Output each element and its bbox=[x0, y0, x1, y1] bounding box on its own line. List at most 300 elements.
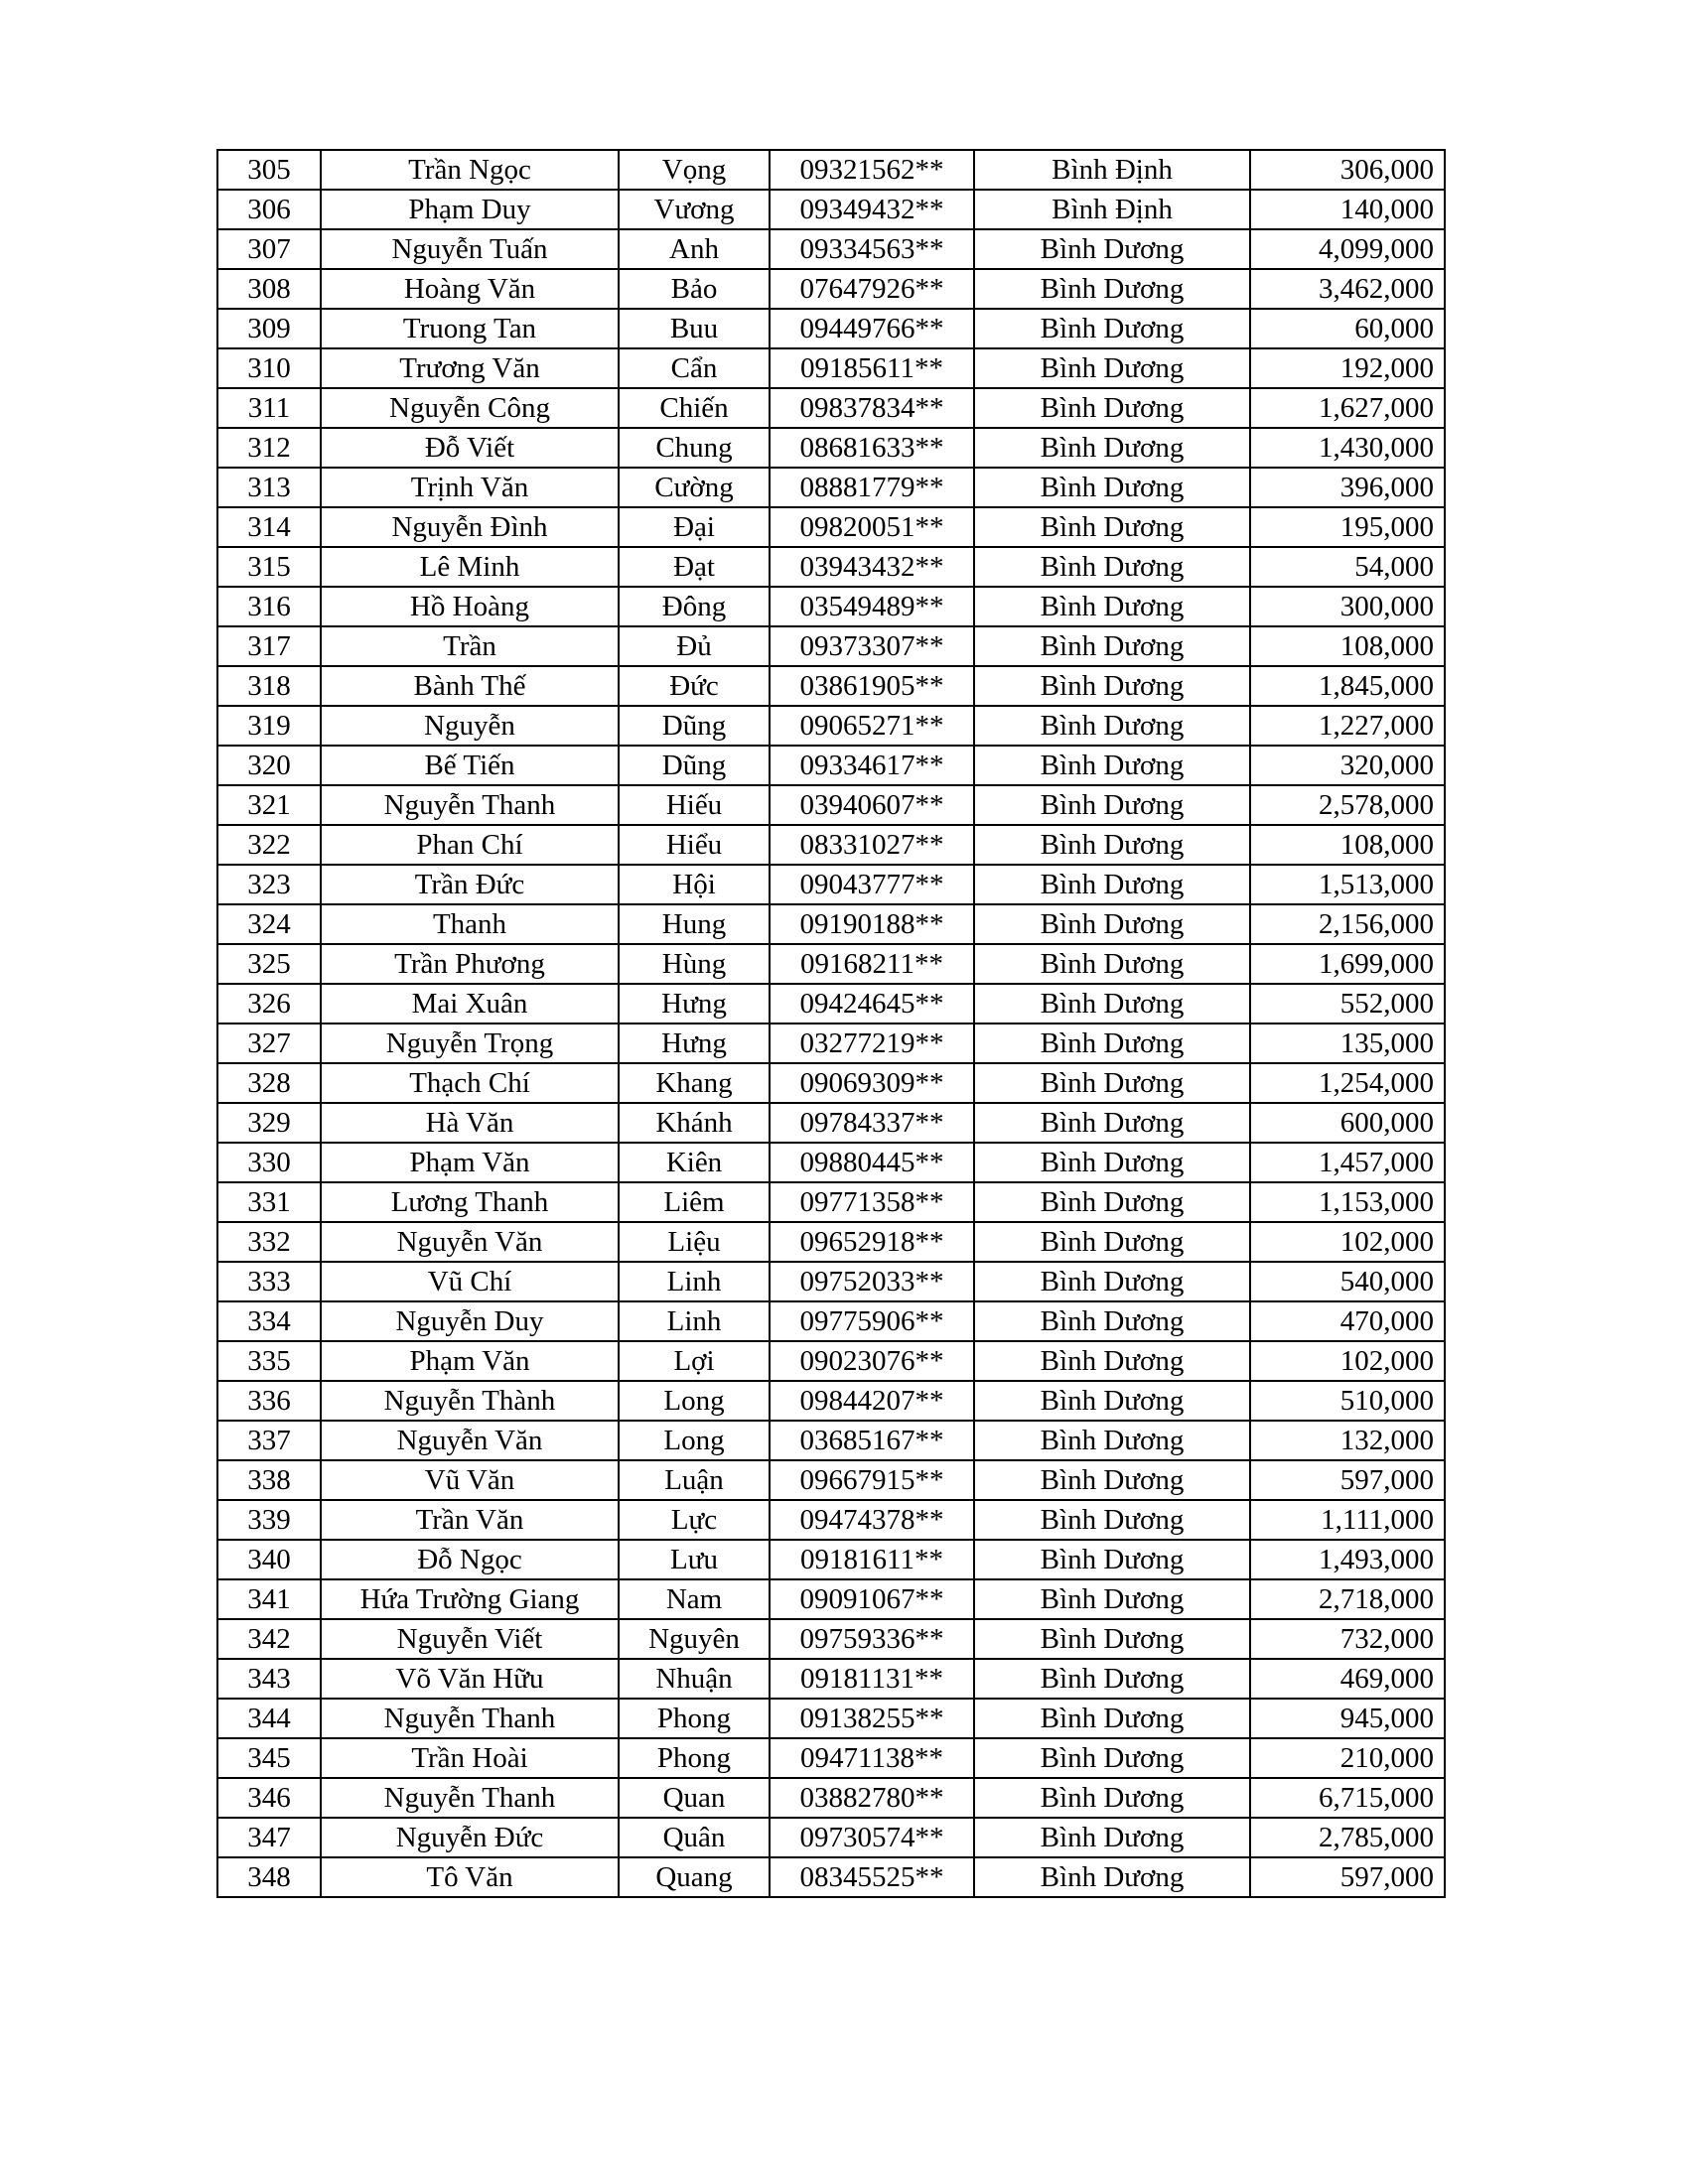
province-cell: Bình Dương bbox=[974, 468, 1250, 507]
province-cell: Bình Dương bbox=[974, 428, 1250, 468]
amount-cell: 135,000 bbox=[1250, 1024, 1445, 1063]
phone-cell: 08331027** bbox=[770, 825, 974, 865]
phone-cell: 08881779** bbox=[770, 468, 974, 507]
given-name-cell: Long bbox=[619, 1381, 770, 1421]
phone-cell: 09752033** bbox=[770, 1262, 974, 1301]
amount-cell: 192,000 bbox=[1250, 348, 1445, 388]
row-number-cell: 316 bbox=[217, 587, 321, 626]
surname-cell: Phạm Duy bbox=[321, 190, 619, 229]
province-cell: Bình Dương bbox=[974, 1381, 1250, 1421]
table-row bbox=[217, 1659, 1445, 1699]
given-name-cell: Nam bbox=[619, 1579, 770, 1619]
province-cell: Bình Dương bbox=[974, 1024, 1250, 1063]
amount-cell: 1,153,000 bbox=[1250, 1182, 1445, 1222]
surname-cell: Nguyễn Thanh bbox=[321, 1699, 619, 1738]
table-row bbox=[217, 1103, 1445, 1143]
row-number-cell: 308 bbox=[217, 269, 321, 309]
phone-cell: 09471138** bbox=[770, 1738, 974, 1778]
table-row bbox=[217, 269, 1445, 309]
province-cell: Bình Dương bbox=[974, 1659, 1250, 1699]
surname-cell: Nguyễn Công bbox=[321, 388, 619, 428]
amount-cell: 540,000 bbox=[1250, 1262, 1445, 1301]
province-cell: Bình Dương bbox=[974, 1738, 1250, 1778]
province-cell: Bình Định bbox=[974, 190, 1250, 229]
given-name-cell: Hiếu bbox=[619, 785, 770, 825]
row-number-cell: 307 bbox=[217, 229, 321, 269]
given-name-cell: Đông bbox=[619, 587, 770, 626]
surname-cell: Trương Văn bbox=[321, 348, 619, 388]
amount-cell: 2,156,000 bbox=[1250, 904, 1445, 944]
table-row bbox=[217, 547, 1445, 587]
table-row bbox=[217, 1341, 1445, 1381]
given-name-cell: Hiểu bbox=[619, 825, 770, 865]
table-row bbox=[217, 746, 1445, 785]
given-name-cell: Hưng bbox=[619, 1024, 770, 1063]
given-name-cell: Lưu bbox=[619, 1540, 770, 1579]
given-name-cell: Đạt bbox=[619, 547, 770, 587]
amount-cell: 1,627,000 bbox=[1250, 388, 1445, 428]
phone-cell: 09474378** bbox=[770, 1500, 974, 1540]
surname-cell: Lương Thanh bbox=[321, 1182, 619, 1222]
table-row bbox=[217, 904, 1445, 944]
phone-cell: 09667915** bbox=[770, 1460, 974, 1500]
row-number-cell: 347 bbox=[217, 1818, 321, 1857]
amount-cell: 597,000 bbox=[1250, 1857, 1445, 1897]
amount-cell: 300,000 bbox=[1250, 587, 1445, 626]
phone-cell: 08681633** bbox=[770, 428, 974, 468]
row-number-cell: 340 bbox=[217, 1540, 321, 1579]
amount-cell: 396,000 bbox=[1250, 468, 1445, 507]
phone-cell: 09373307** bbox=[770, 626, 974, 666]
province-cell: Bình Dương bbox=[974, 1222, 1250, 1262]
phone-cell: 09775906** bbox=[770, 1301, 974, 1341]
row-number-cell: 344 bbox=[217, 1699, 321, 1738]
province-cell: Bình Dương bbox=[974, 309, 1250, 348]
phone-cell: 09138255** bbox=[770, 1699, 974, 1738]
table-row bbox=[217, 1182, 1445, 1222]
surname-cell: Nguyễn Văn bbox=[321, 1222, 619, 1262]
table-row bbox=[217, 706, 1445, 746]
table-row bbox=[217, 1460, 1445, 1500]
phone-cell: 09424645** bbox=[770, 984, 974, 1024]
province-cell: Bình Dương bbox=[974, 348, 1250, 388]
surname-cell: Nguyễn Đình bbox=[321, 507, 619, 547]
province-cell: Bình Dương bbox=[974, 1262, 1250, 1301]
given-name-cell: Quang bbox=[619, 1857, 770, 1897]
amount-cell: 132,000 bbox=[1250, 1421, 1445, 1460]
given-name-cell: Lợi bbox=[619, 1341, 770, 1381]
province-cell: Bình Dương bbox=[974, 904, 1250, 944]
phone-cell: 09091067** bbox=[770, 1579, 974, 1619]
given-name-cell: Anh bbox=[619, 229, 770, 269]
province-cell: Bình Dương bbox=[974, 1063, 1250, 1103]
phone-cell: 03685167** bbox=[770, 1421, 974, 1460]
surname-cell: Phạm Văn bbox=[321, 1143, 619, 1182]
province-cell: Bình Dương bbox=[974, 1540, 1250, 1579]
surname-cell: Trần bbox=[321, 626, 619, 666]
given-name-cell: Dũng bbox=[619, 706, 770, 746]
row-number-cell: 313 bbox=[217, 468, 321, 507]
phone-cell: 09185611** bbox=[770, 348, 974, 388]
given-name-cell: Nhuận bbox=[619, 1659, 770, 1699]
row-number-cell: 337 bbox=[217, 1421, 321, 1460]
phone-cell: 09334563** bbox=[770, 229, 974, 269]
given-name-cell: Bảo bbox=[619, 269, 770, 309]
amount-cell: 510,000 bbox=[1250, 1381, 1445, 1421]
row-number-cell: 333 bbox=[217, 1262, 321, 1301]
given-name-cell: Phong bbox=[619, 1699, 770, 1738]
phone-cell: 09784337** bbox=[770, 1103, 974, 1143]
table-body bbox=[217, 150, 1445, 1897]
amount-cell: 2,785,000 bbox=[1250, 1818, 1445, 1857]
row-number-cell: 336 bbox=[217, 1381, 321, 1421]
given-name-cell: Đức bbox=[619, 666, 770, 706]
amount-cell: 2,578,000 bbox=[1250, 785, 1445, 825]
amount-cell: 102,000 bbox=[1250, 1341, 1445, 1381]
given-name-cell: Vương bbox=[619, 190, 770, 229]
given-name-cell: Hung bbox=[619, 904, 770, 944]
surname-cell: Phan Chí bbox=[321, 825, 619, 865]
table-row bbox=[217, 1738, 1445, 1778]
province-cell: Bình Dương bbox=[974, 1778, 1250, 1818]
given-name-cell: Lực bbox=[619, 1500, 770, 1540]
phone-cell: 09349432** bbox=[770, 190, 974, 229]
phone-cell: 03882780** bbox=[770, 1778, 974, 1818]
table-row bbox=[217, 1421, 1445, 1460]
amount-cell: 54,000 bbox=[1250, 547, 1445, 587]
table-row bbox=[217, 1500, 1445, 1540]
amount-cell: 470,000 bbox=[1250, 1301, 1445, 1341]
phone-cell: 09181611** bbox=[770, 1540, 974, 1579]
table-row bbox=[217, 150, 1445, 190]
phone-cell: 09181131** bbox=[770, 1659, 974, 1699]
row-number-cell: 342 bbox=[217, 1619, 321, 1659]
table-row bbox=[217, 785, 1445, 825]
recipient-table bbox=[216, 149, 1446, 1898]
amount-cell: 6,715,000 bbox=[1250, 1778, 1445, 1818]
row-number-cell: 331 bbox=[217, 1182, 321, 1222]
province-cell: Bình Dương bbox=[974, 785, 1250, 825]
table-row bbox=[217, 428, 1445, 468]
surname-cell: Bành Thế bbox=[321, 666, 619, 706]
surname-cell: Nguyễn Viết bbox=[321, 1619, 619, 1659]
given-name-cell: Cường bbox=[619, 468, 770, 507]
table-row bbox=[217, 666, 1445, 706]
amount-cell: 108,000 bbox=[1250, 626, 1445, 666]
phone-cell: 09023076** bbox=[770, 1341, 974, 1381]
row-number-cell: 306 bbox=[217, 190, 321, 229]
surname-cell: Trịnh Văn bbox=[321, 468, 619, 507]
row-number-cell: 315 bbox=[217, 547, 321, 587]
province-cell: Bình Dương bbox=[974, 1301, 1250, 1341]
table-row bbox=[217, 190, 1445, 229]
given-name-cell: Liêm bbox=[619, 1182, 770, 1222]
phone-cell: 09069309** bbox=[770, 1063, 974, 1103]
row-number-cell: 325 bbox=[217, 944, 321, 984]
surname-cell: Nguyễn Thanh bbox=[321, 785, 619, 825]
province-cell: Bình Dương bbox=[974, 666, 1250, 706]
province-cell: Bình Dương bbox=[974, 1182, 1250, 1222]
given-name-cell: Kiên bbox=[619, 1143, 770, 1182]
phone-cell: 09168211** bbox=[770, 944, 974, 984]
province-cell: Bình Dương bbox=[974, 1857, 1250, 1897]
phone-cell: 09065271** bbox=[770, 706, 974, 746]
province-cell: Bình Định bbox=[974, 150, 1250, 190]
row-number-cell: 330 bbox=[217, 1143, 321, 1182]
surname-cell: Lê Minh bbox=[321, 547, 619, 587]
given-name-cell: Chung bbox=[619, 428, 770, 468]
province-cell: Bình Dương bbox=[974, 865, 1250, 904]
phone-cell: 09730574** bbox=[770, 1818, 974, 1857]
table-row bbox=[217, 825, 1445, 865]
amount-cell: 597,000 bbox=[1250, 1460, 1445, 1500]
province-cell: Bình Dương bbox=[974, 746, 1250, 785]
row-number-cell: 339 bbox=[217, 1500, 321, 1540]
amount-cell: 945,000 bbox=[1250, 1699, 1445, 1738]
phone-cell: 03861905** bbox=[770, 666, 974, 706]
given-name-cell: Long bbox=[619, 1421, 770, 1460]
table-row bbox=[217, 1301, 1445, 1341]
table-row bbox=[217, 507, 1445, 547]
table-row bbox=[217, 1381, 1445, 1421]
surname-cell: Trần Ngọc bbox=[321, 150, 619, 190]
table-row bbox=[217, 229, 1445, 269]
given-name-cell: Khánh bbox=[619, 1103, 770, 1143]
province-cell: Bình Dương bbox=[974, 944, 1250, 984]
amount-cell: 1,845,000 bbox=[1250, 666, 1445, 706]
province-cell: Bình Dương bbox=[974, 269, 1250, 309]
given-name-cell: Đại bbox=[619, 507, 770, 547]
surname-cell: Trần Hoài bbox=[321, 1738, 619, 1778]
province-cell: Bình Dương bbox=[974, 388, 1250, 428]
row-number-cell: 309 bbox=[217, 309, 321, 348]
row-number-cell: 329 bbox=[217, 1103, 321, 1143]
row-number-cell: 348 bbox=[217, 1857, 321, 1897]
phone-cell: 08345525** bbox=[770, 1857, 974, 1897]
row-number-cell: 322 bbox=[217, 825, 321, 865]
surname-cell: Trần Phương bbox=[321, 944, 619, 984]
amount-cell: 1,430,000 bbox=[1250, 428, 1445, 468]
surname-cell: Mai Xuân bbox=[321, 984, 619, 1024]
table-row bbox=[217, 626, 1445, 666]
amount-cell: 4,099,000 bbox=[1250, 229, 1445, 269]
amount-cell: 195,000 bbox=[1250, 507, 1445, 547]
given-name-cell: Quan bbox=[619, 1778, 770, 1818]
surname-cell: Võ Văn Hữu bbox=[321, 1659, 619, 1699]
given-name-cell: Cẩn bbox=[619, 348, 770, 388]
surname-cell: Bế Tiến bbox=[321, 746, 619, 785]
province-cell: Bình Dương bbox=[974, 1460, 1250, 1500]
given-name-cell: Đủ bbox=[619, 626, 770, 666]
table-row bbox=[217, 1024, 1445, 1063]
phone-cell: 09820051** bbox=[770, 507, 974, 547]
province-cell: Bình Dương bbox=[974, 1579, 1250, 1619]
surname-cell: Trần Văn bbox=[321, 1500, 619, 1540]
row-number-cell: 343 bbox=[217, 1659, 321, 1699]
phone-cell: 03943432** bbox=[770, 547, 974, 587]
given-name-cell: Vọng bbox=[619, 150, 770, 190]
row-number-cell: 321 bbox=[217, 785, 321, 825]
given-name-cell: Quân bbox=[619, 1818, 770, 1857]
province-cell: Bình Dương bbox=[974, 1699, 1250, 1738]
surname-cell: Đỗ Ngọc bbox=[321, 1540, 619, 1579]
amount-cell: 1,493,000 bbox=[1250, 1540, 1445, 1579]
given-name-cell: Luận bbox=[619, 1460, 770, 1500]
row-number-cell: 312 bbox=[217, 428, 321, 468]
amount-cell: 108,000 bbox=[1250, 825, 1445, 865]
surname-cell: Nguyễn Duy bbox=[321, 1301, 619, 1341]
surname-cell: Trần Đức bbox=[321, 865, 619, 904]
row-number-cell: 328 bbox=[217, 1063, 321, 1103]
row-number-cell: 323 bbox=[217, 865, 321, 904]
amount-cell: 102,000 bbox=[1250, 1222, 1445, 1262]
phone-cell: 09190188** bbox=[770, 904, 974, 944]
row-number-cell: 305 bbox=[217, 150, 321, 190]
given-name-cell: Hùng bbox=[619, 944, 770, 984]
table-row bbox=[217, 348, 1445, 388]
amount-cell: 210,000 bbox=[1250, 1738, 1445, 1778]
phone-cell: 03549489** bbox=[770, 587, 974, 626]
row-number-cell: 324 bbox=[217, 904, 321, 944]
province-cell: Bình Dương bbox=[974, 547, 1250, 587]
surname-cell: Phạm Văn bbox=[321, 1341, 619, 1381]
surname-cell: Nguyễn Trọng bbox=[321, 1024, 619, 1063]
table-row bbox=[217, 1778, 1445, 1818]
phone-cell: 07647926** bbox=[770, 269, 974, 309]
phone-cell: 09334617** bbox=[770, 746, 974, 785]
amount-cell: 1,457,000 bbox=[1250, 1143, 1445, 1182]
table-row bbox=[217, 1222, 1445, 1262]
province-cell: Bình Dương bbox=[974, 1143, 1250, 1182]
table-row bbox=[217, 865, 1445, 904]
given-name-cell: Phong bbox=[619, 1738, 770, 1778]
province-cell: Bình Dương bbox=[974, 587, 1250, 626]
amount-cell: 1,111,000 bbox=[1250, 1500, 1445, 1540]
table-row bbox=[217, 1699, 1445, 1738]
row-number-cell: 320 bbox=[217, 746, 321, 785]
amount-cell: 732,000 bbox=[1250, 1619, 1445, 1659]
phone-cell: 09759336** bbox=[770, 1619, 974, 1659]
row-number-cell: 311 bbox=[217, 388, 321, 428]
given-name-cell: Hội bbox=[619, 865, 770, 904]
surname-cell: Vũ Văn bbox=[321, 1460, 619, 1500]
given-name-cell: Nguyên bbox=[619, 1619, 770, 1659]
surname-cell: Nguyễn Đức bbox=[321, 1818, 619, 1857]
phone-cell: 09449766** bbox=[770, 309, 974, 348]
row-number-cell: 327 bbox=[217, 1024, 321, 1063]
amount-cell: 2,718,000 bbox=[1250, 1579, 1445, 1619]
province-cell: Bình Dương bbox=[974, 1500, 1250, 1540]
row-number-cell: 334 bbox=[217, 1301, 321, 1341]
amount-cell: 1,513,000 bbox=[1250, 865, 1445, 904]
table-row bbox=[217, 1818, 1445, 1857]
phone-cell: 09321562** bbox=[770, 150, 974, 190]
table-row bbox=[217, 468, 1445, 507]
province-cell: Bình Dương bbox=[974, 229, 1250, 269]
row-number-cell: 318 bbox=[217, 666, 321, 706]
surname-cell: Thạch Chí bbox=[321, 1063, 619, 1103]
province-cell: Bình Dương bbox=[974, 1421, 1250, 1460]
surname-cell: Nguyễn Văn bbox=[321, 1421, 619, 1460]
given-name-cell: Liệu bbox=[619, 1222, 770, 1262]
row-number-cell: 346 bbox=[217, 1778, 321, 1818]
phone-cell: 09043777** bbox=[770, 865, 974, 904]
surname-cell: Vũ Chí bbox=[321, 1262, 619, 1301]
phone-cell: 09837834** bbox=[770, 388, 974, 428]
phone-cell: 03277219** bbox=[770, 1024, 974, 1063]
given-name-cell: Hưng bbox=[619, 984, 770, 1024]
surname-cell: Hồ Hoàng bbox=[321, 587, 619, 626]
row-number-cell: 335 bbox=[217, 1341, 321, 1381]
given-name-cell: Linh bbox=[619, 1301, 770, 1341]
table-row bbox=[217, 1262, 1445, 1301]
table-row bbox=[217, 1143, 1445, 1182]
table-row bbox=[217, 984, 1445, 1024]
amount-cell: 306,000 bbox=[1250, 150, 1445, 190]
table-row bbox=[217, 388, 1445, 428]
table-row bbox=[217, 1857, 1445, 1897]
row-number-cell: 319 bbox=[217, 706, 321, 746]
phone-cell: 09771358** bbox=[770, 1182, 974, 1222]
table-row bbox=[217, 309, 1445, 348]
province-cell: Bình Dương bbox=[974, 825, 1250, 865]
phone-cell: 09652918** bbox=[770, 1222, 974, 1262]
table-row bbox=[217, 1579, 1445, 1619]
surname-cell: Tô Văn bbox=[321, 1857, 619, 1897]
surname-cell: Hoàng Văn bbox=[321, 269, 619, 309]
table-row bbox=[217, 587, 1445, 626]
amount-cell: 1,254,000 bbox=[1250, 1063, 1445, 1103]
row-number-cell: 338 bbox=[217, 1460, 321, 1500]
province-cell: Bình Dương bbox=[974, 626, 1250, 666]
amount-cell: 469,000 bbox=[1250, 1659, 1445, 1699]
given-name-cell: Dũng bbox=[619, 746, 770, 785]
province-cell: Bình Dương bbox=[974, 706, 1250, 746]
row-number-cell: 310 bbox=[217, 348, 321, 388]
row-number-cell: 345 bbox=[217, 1738, 321, 1778]
table-row bbox=[217, 1540, 1445, 1579]
row-number-cell: 314 bbox=[217, 507, 321, 547]
surname-cell: Hà Văn bbox=[321, 1103, 619, 1143]
amount-cell: 3,462,000 bbox=[1250, 269, 1445, 309]
given-name-cell: Chiến bbox=[619, 388, 770, 428]
phone-cell: 09844207** bbox=[770, 1381, 974, 1421]
province-cell: Bình Dương bbox=[974, 1619, 1250, 1659]
province-cell: Bình Dương bbox=[974, 984, 1250, 1024]
surname-cell: Đỗ Viết bbox=[321, 428, 619, 468]
surname-cell: Truong Tan bbox=[321, 309, 619, 348]
given-name-cell: Linh bbox=[619, 1262, 770, 1301]
table-row bbox=[217, 944, 1445, 984]
row-number-cell: 332 bbox=[217, 1222, 321, 1262]
table-row bbox=[217, 1063, 1445, 1103]
phone-cell: 09880445** bbox=[770, 1143, 974, 1182]
phone-cell: 03940607** bbox=[770, 785, 974, 825]
amount-cell: 140,000 bbox=[1250, 190, 1445, 229]
province-cell: Bình Dương bbox=[974, 1341, 1250, 1381]
row-number-cell: 326 bbox=[217, 984, 321, 1024]
amount-cell: 600,000 bbox=[1250, 1103, 1445, 1143]
surname-cell: Nguyễn Thành bbox=[321, 1381, 619, 1421]
province-cell: Bình Dương bbox=[974, 1103, 1250, 1143]
amount-cell: 60,000 bbox=[1250, 309, 1445, 348]
surname-cell: Nguyễn Tuấn bbox=[321, 229, 619, 269]
amount-cell: 1,699,000 bbox=[1250, 944, 1445, 984]
surname-cell: Nguyễn bbox=[321, 706, 619, 746]
given-name-cell: Khang bbox=[619, 1063, 770, 1103]
surname-cell: Hứa Trường Giang bbox=[321, 1579, 619, 1619]
surname-cell: Nguyễn Thanh bbox=[321, 1778, 619, 1818]
